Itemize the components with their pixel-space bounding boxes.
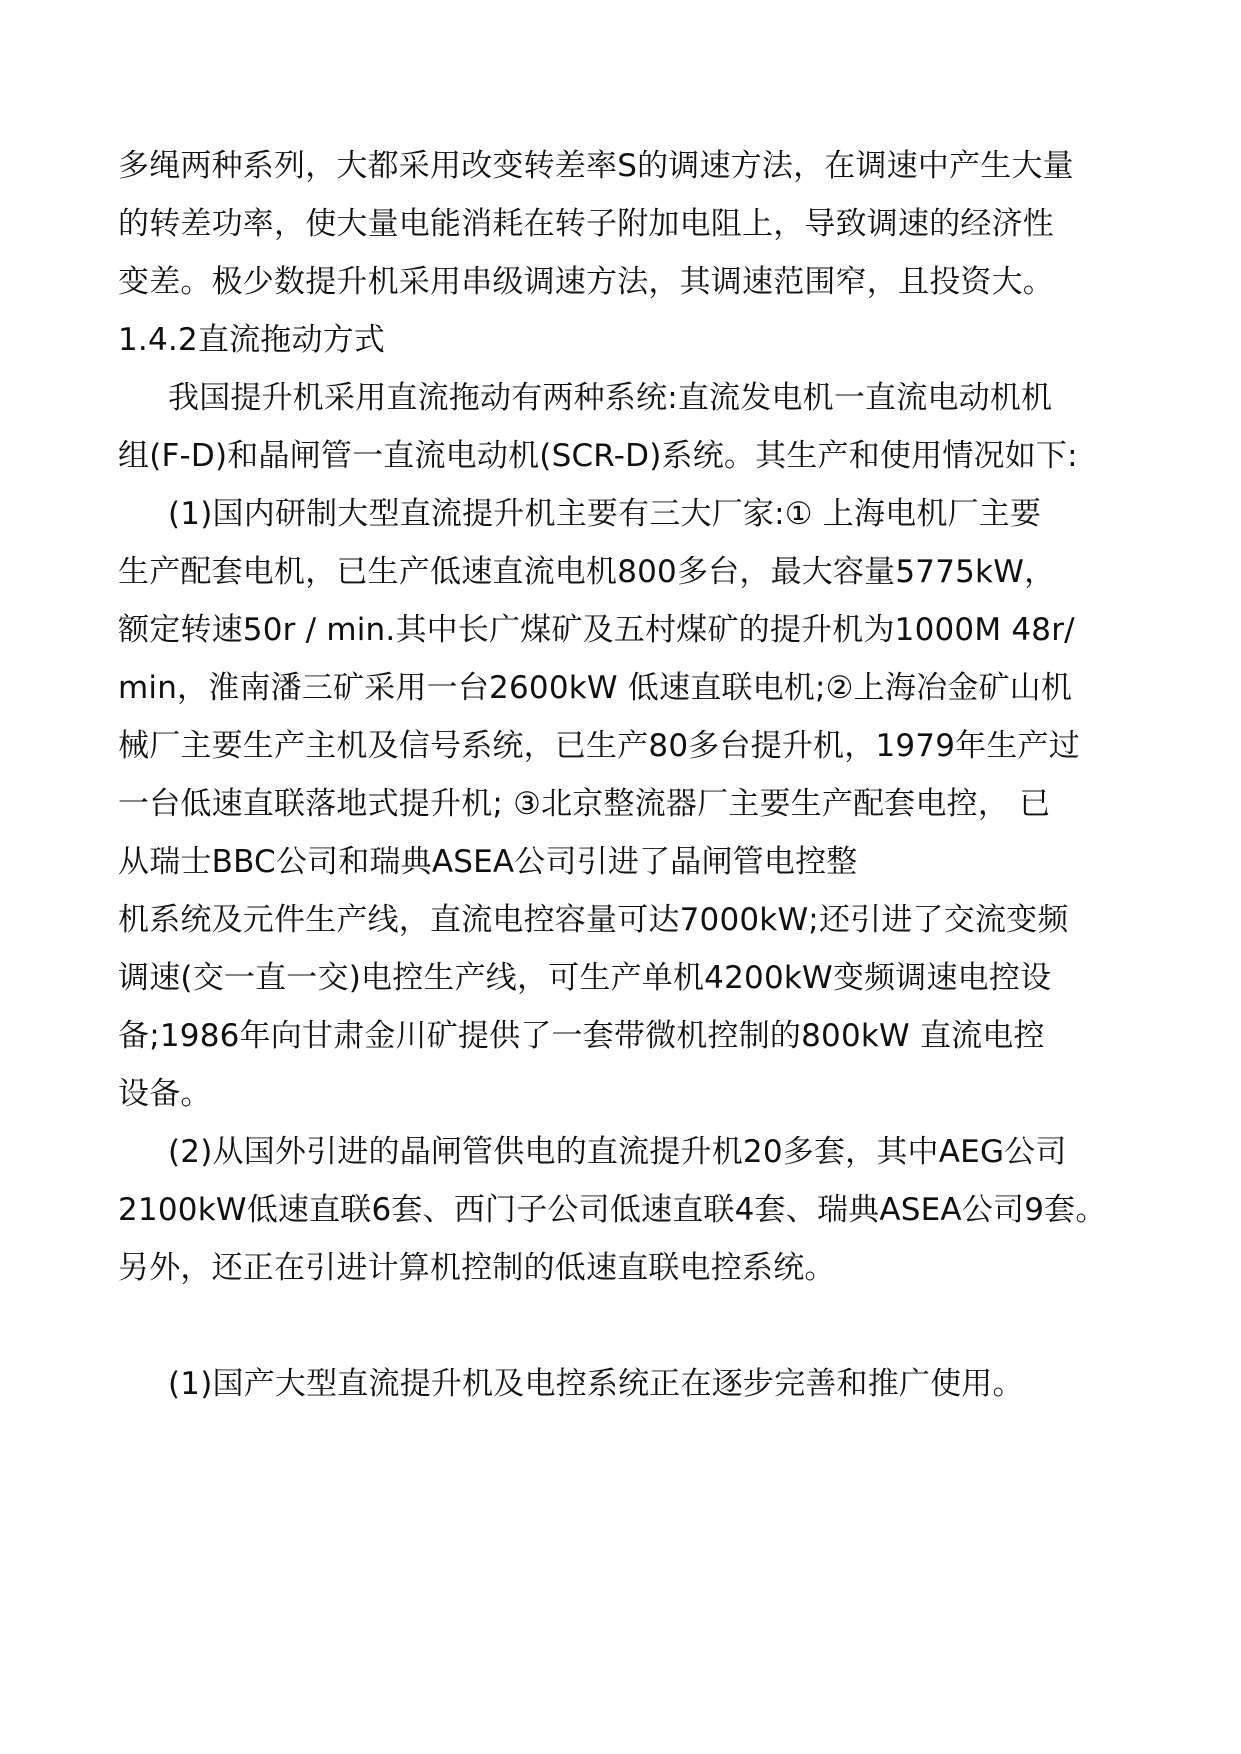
paragraph-line: 组(F-D)和晶闸管一直流电动机(SCR-D)系统。其生产和使用情况如下: xyxy=(118,438,1078,474)
paragraph-line: 机系统及元件生产线，直流电控容量可达7000kW;还引进了交流变频 xyxy=(118,902,1069,938)
paragraph-line: 一台低速直联落地式提升机; ③北京整流器厂主要生产配套电控， 已 xyxy=(118,786,1051,822)
paragraph-line: (1)国产大型直流提升机及电控系统正在逐步完善和推广使用。 xyxy=(168,1366,1024,1402)
section-heading: 1.4.2直流拖动方式 xyxy=(118,322,386,358)
paragraph-line: 调速(交一直一交)电控生产线，可生产单机4200kW变频调速电控设 xyxy=(118,960,1052,996)
paragraph-line: 额定转速50r / min.其中长广煤矿及五村煤矿的提升机为1000M 48r/ xyxy=(118,612,1075,648)
paragraph-line: 变差。极少数提升机采用串级调速方法，其调速范围窄，且投资大。 xyxy=(118,264,1054,300)
paragraph-line: (1)国内研制大型直流提升机主要有三大厂家:① 上海电机厂主要 xyxy=(168,496,1042,532)
paragraph-line: 备;1986年向甘肃金川矿提供了一套带微机控制的800kW 直流电控 xyxy=(118,1018,1045,1054)
paragraph-line: min，淮南潘三矿采用一台2600kW 低速直联电机;②上海冶金矿山机 xyxy=(118,670,1073,706)
paragraph-line: 我国提升机采用直流拖动有两种系统:直流发电机一直流电动机机 xyxy=(168,380,1053,416)
paragraph-line: 另外，还正在引进计算机控制的低速直联电控系统。 xyxy=(118,1250,836,1286)
paragraph-line: 生产配套电机，已生产低速直流电机800多台，最大容量5775kW， xyxy=(118,554,1056,590)
paragraph-line: (2)从国外引进的晶闸管供电的直流提升机20多套，其中AEG公司 xyxy=(168,1134,1067,1170)
paragraph-line: 设备。 xyxy=(118,1076,212,1112)
paragraph-line: 的转差功率，使大量电能消耗在转子附加电阻上，导致调速的经济性 xyxy=(118,206,1054,242)
paragraph-line: 械厂主要生产主机及信号系统，已生产80多台提升机，1979年生产过 xyxy=(118,728,1080,764)
paragraph-line: 2100kW低速直联6套、西门子公司低速直联4套、瑞典ASEA公司9套。 xyxy=(118,1192,1107,1228)
paragraph-line: 从瑞士BBC公司和瑞典ASEA公司引进了晶闸管电控整 xyxy=(118,844,858,880)
paragraph-line: 多绳两种系列，大都采用改变转差率S的调速方法，在调速中产生大量 xyxy=(118,148,1074,184)
